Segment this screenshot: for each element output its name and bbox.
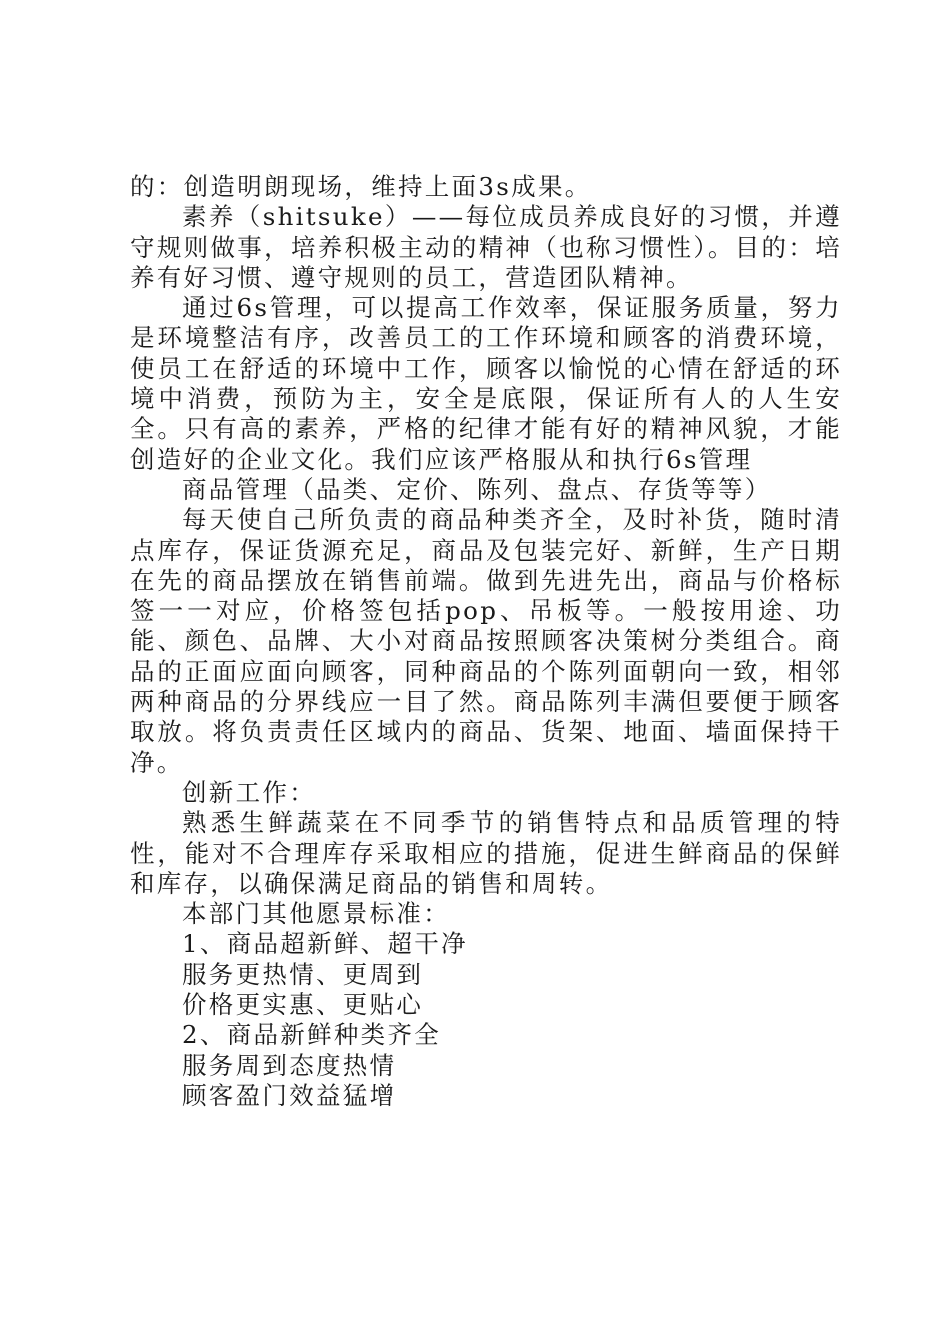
list-item-1-service: 服务更热情、更周到 [182,959,424,989]
list-item-2: 2、商品新鲜种类齐全 [182,1020,442,1050]
paragraph-daily-product-duties: 每天使自己所负责的商品种类齐全，及时补货，随时清点库存，保证货源充足，商品及包装完好、新鲜，生产日期在先的商品摆放在销售前端。做到先进先出，商品与价格标签一一对应，价格签包括pop、吊板等。一般按用途、功能、颜色、品牌、大小对商品按照顾客决策树分类组合。商品的正面应面向顾客，同种商品的个陈列面朝向一致，相邻两种商品的分界线应一目了然。商品陈列丰满但要便于顾客取放。将负责责任区域内的商品、货架、地面、墙面保持干净。 [130,505,842,777]
paragraph-fresh-produce: 熟悉生鲜蔬菜在不同季节的销售特点和品质管理的特性，能对不合理库存采取相应的措施，促进生鲜商品的保鲜和库存，以确保满足商品的销售和周转。 [130,808,842,898]
heading-innovation-work: 创新工作： [182,777,316,807]
list-item-1-price: 价格更实惠、更贴心 [182,990,424,1020]
paragraph-3s-result: 的：创造明朗现场，维持上面3s成果。 [130,172,592,201]
paragraph-shitsuke: 素养（shitsuke）——每位成员养成良好的习惯，并遵守规则做事，培养积极主动的精神（也称习惯性）。目的：培养有好习惯、遵守规则的员工，营造团队精神。 [130,202,842,292]
heading-product-management: 商品管理（品类、定价、陈列、盘点、存货等等） [182,474,772,504]
list-item-2-service: 服务周到态度热情 [182,1050,397,1080]
list-item-1: 1、商品超新鲜、超干净 [182,929,468,959]
paragraph-6s-management: 通过6s管理，可以提高工作效率，保证服务质量，努力是环境整洁有序，改善员工的工作环境和顾客的消费环境，使员工在舒适的环境中工作，顾客以愉悦的心情在舒适的环境中消费，预防为主，安全是底限，保证所有人的人生安全。只有高的素养，严格的纪律才能有好的精神风貌，才能创造好的企业文化。我们应该严格服从和执行6s管理 [130,293,842,474]
document-body [130,172,842,1111]
list-item-2-customers: 顾客盈门效益猛增 [182,1080,397,1110]
heading-vision-standards: 本部门其他愿景标准： [182,899,450,929]
